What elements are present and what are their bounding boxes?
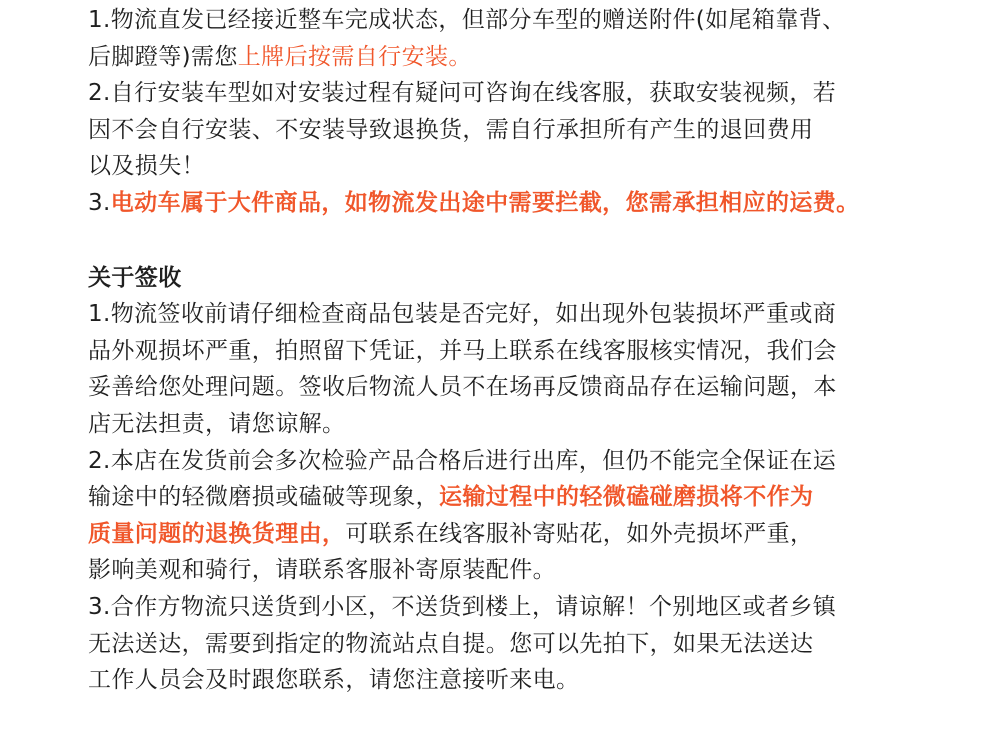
text-line (88, 112, 928, 149)
line-text: 后脚蹬等)需您 (88, 43, 238, 70)
text-line (88, 75, 928, 112)
line-text: 2.自行安装车型如对安装过程有疑问可咨询在线客服，获取安装视频，若 (88, 80, 837, 107)
text-line (88, 516, 928, 553)
text-line (88, 626, 928, 663)
text-line (88, 443, 928, 480)
text-line (88, 148, 928, 185)
line-text: 无法送达，需要到指定的物流站点自提。您可以先拍下，如果无法送达 (88, 630, 814, 657)
text-line (88, 2, 928, 39)
text-line (88, 369, 928, 406)
line-text: 3.合作方物流只送货到小区，不送货到楼上，请谅解！个别地区或者乡镇 (88, 593, 837, 620)
line-text: 3. (88, 189, 111, 216)
section-installation-notes (88, 2, 928, 222)
line-text: 1.物流签收前请仔细检查商品包装是否完好，如出现外包装损坏严重或商 (88, 301, 837, 328)
line-text: 以及损失！ (88, 153, 205, 180)
section-heading: 关于签收 (88, 264, 182, 291)
text-line (88, 39, 928, 76)
text-line (88, 662, 928, 699)
line-text: 1.物流直发已经接近整车完成状态，但部分车型的赠送附件(如尾箱靠背、 (88, 7, 846, 33)
section-gap (88, 222, 928, 260)
line-text: 输途中的轻微磨损或磕破等现象， (88, 484, 439, 511)
text-line (88, 479, 928, 516)
highlighted-bold-text: 运输过程中的轻微磕碰磨损将不作为 (439, 484, 814, 511)
line-text: 店无法担责，请您谅解。 (88, 410, 346, 437)
highlighted-bold-text: 质量问题的退换货理由， (88, 520, 346, 547)
text-line (88, 296, 928, 333)
text-line (88, 185, 928, 222)
document-body (88, 2, 928, 699)
highlighted-text: 上牌后按需自行安装。 (237, 43, 472, 70)
line-text: 工作人员会及时跟您联系，请您注意接听来电。 (88, 667, 580, 694)
line-text: 因不会自行安装、不安装导致退换货，需自行承担所有产生的退回费用 (88, 116, 814, 143)
line-text: 妥善给您处理问题。签收后物流人员不在场再反馈商品存在运输问题，本 (88, 374, 837, 401)
line-text: 可联系在线客服补寄贴花，如外壳损坏严重， (345, 520, 814, 547)
text-line (88, 552, 928, 589)
text-line (88, 333, 928, 370)
text-line (88, 589, 928, 626)
section-receipt (88, 260, 928, 699)
line-text: 2.本店在发货前会多次检验产品合格后进行出库，但仍不能完全保证在运 (88, 447, 837, 474)
line-text: 影响美观和骑行，请联系客服补寄原装配件。 (88, 557, 556, 584)
line-text: 品外观损坏严重，拍照留下凭证，并马上联系在线客服核实情况，我们会 (88, 337, 837, 364)
text-line (88, 406, 928, 443)
highlighted-bold-text: 电动车属于大件商品，如物流发出途中需要拦截，您需承担相应的运费。 (110, 189, 860, 216)
